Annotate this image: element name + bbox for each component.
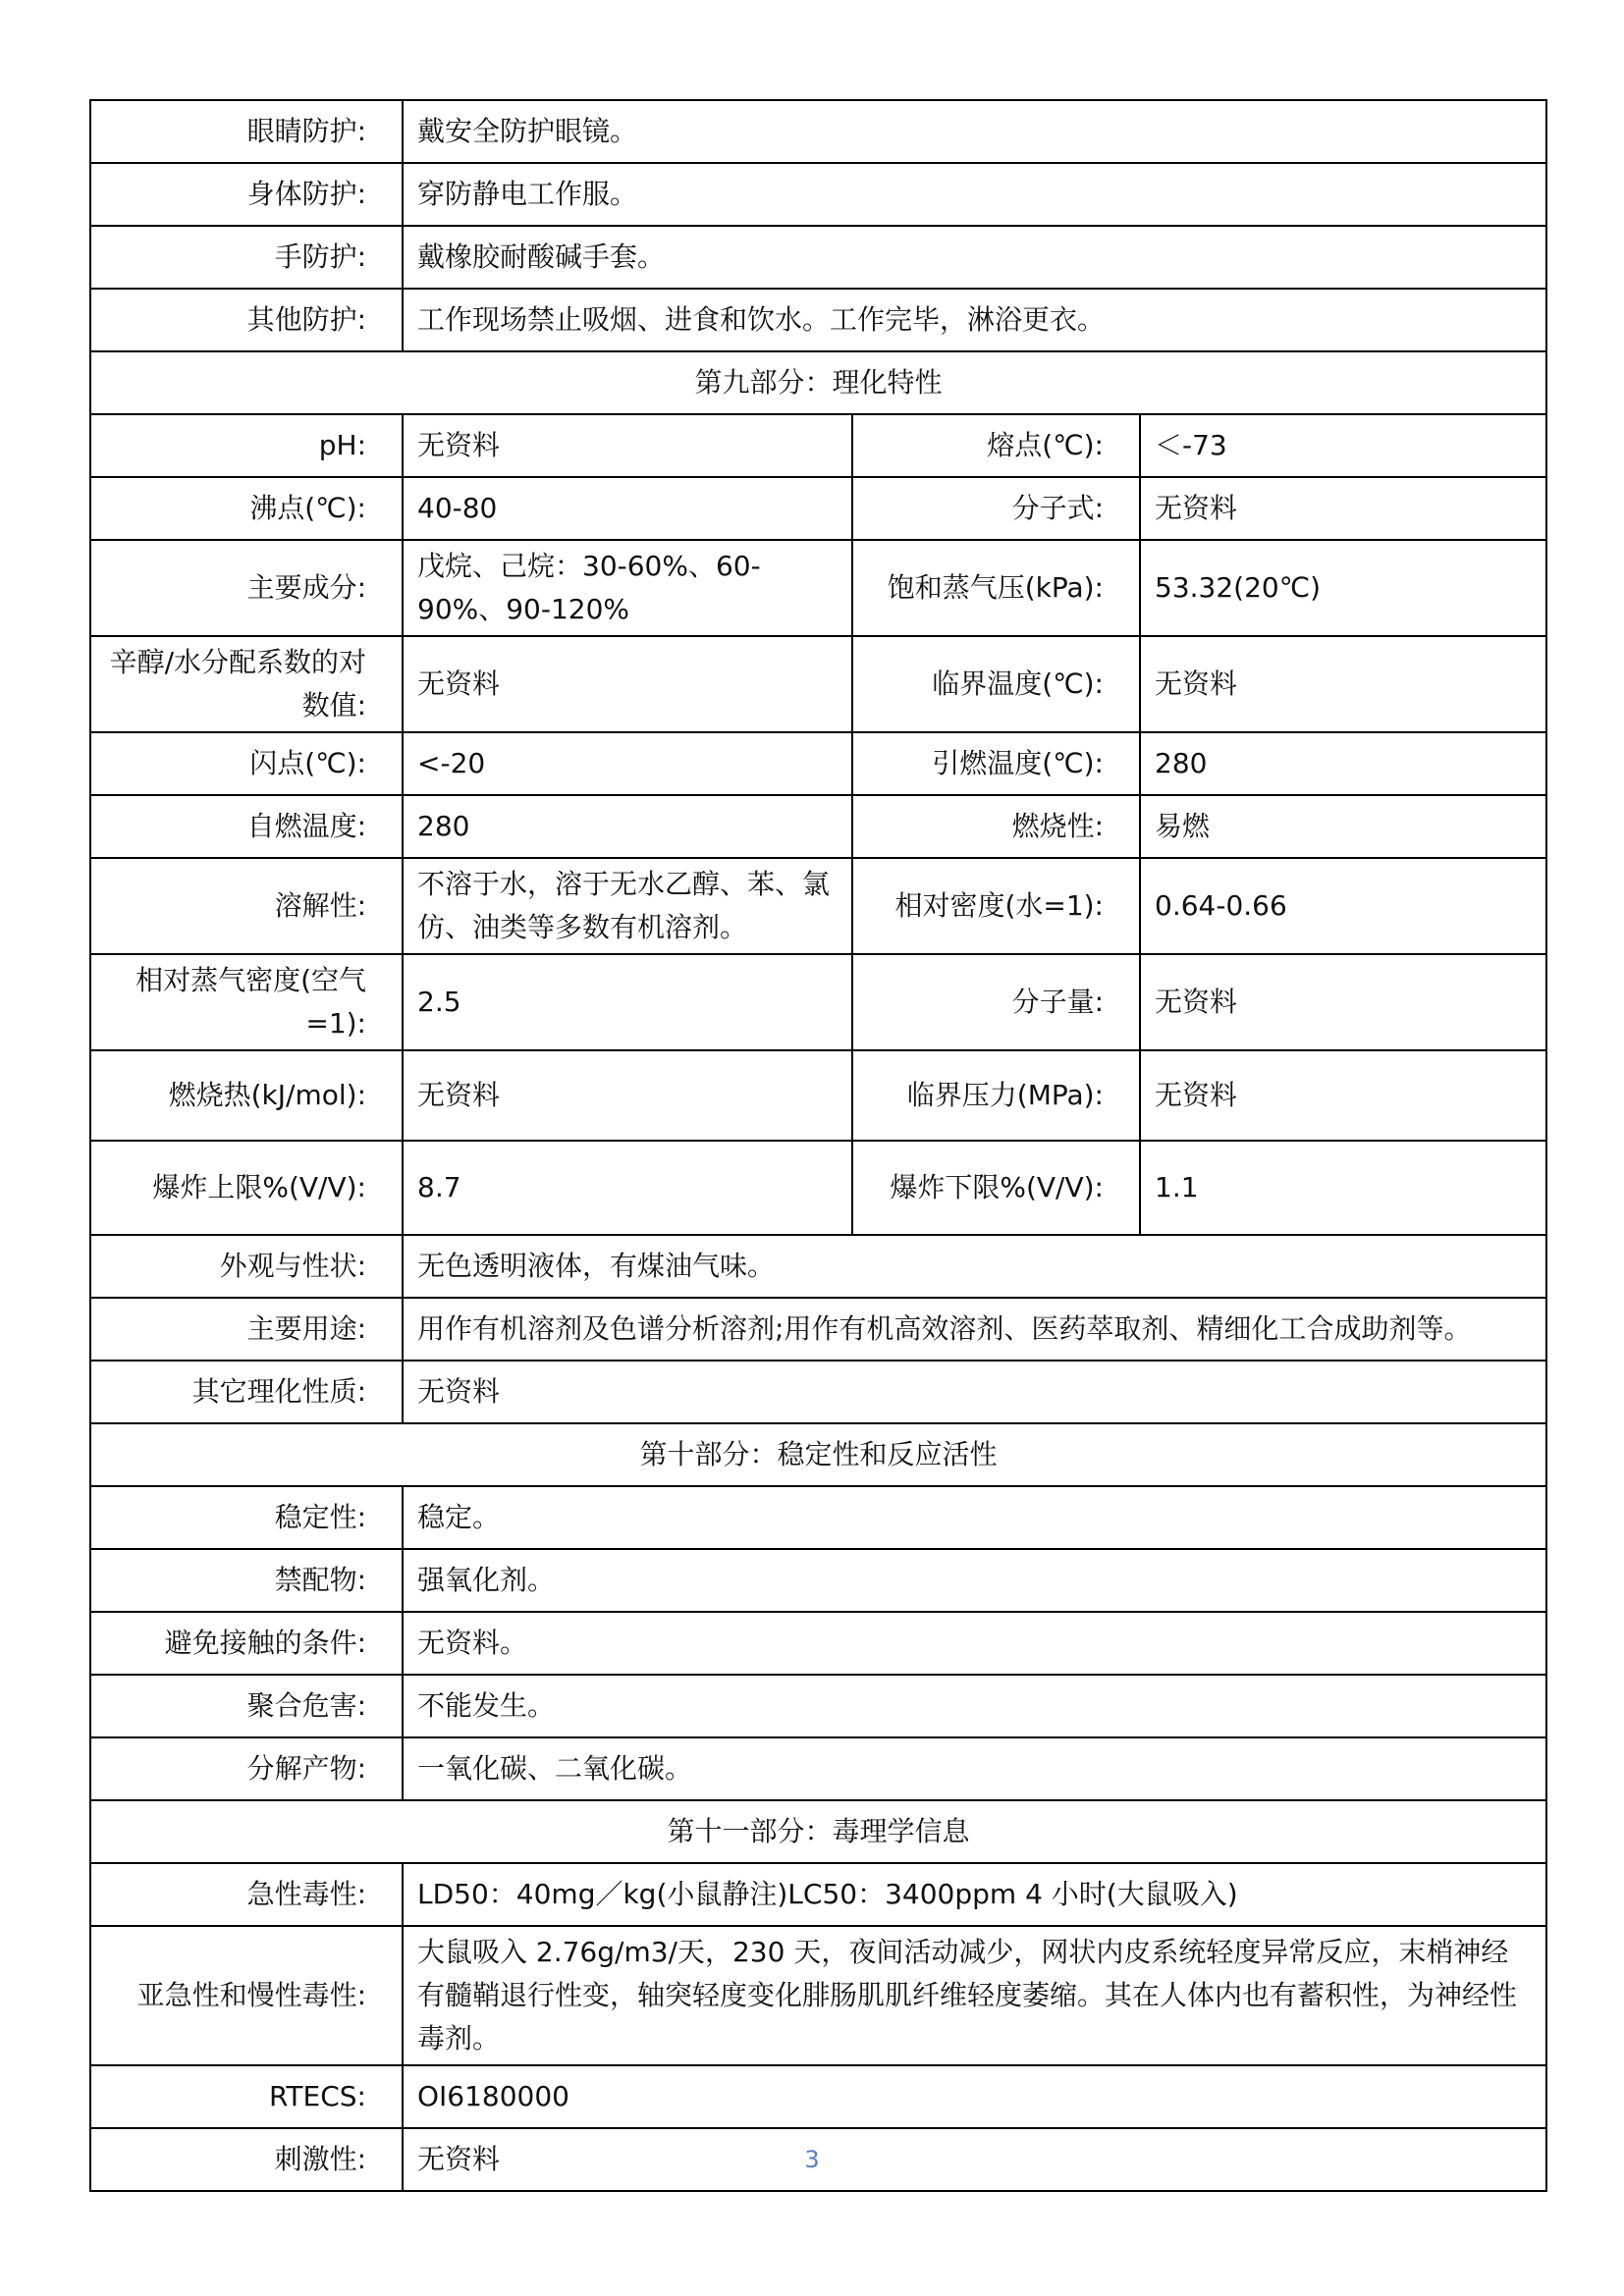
field-value: 无资料 <box>403 414 852 477</box>
field-label: 爆炸上限%(V/V): <box>90 1141 403 1235</box>
field-value: OI6180000 <box>403 2065 1546 2128</box>
field-value: 不能发生。 <box>403 1675 1546 1737</box>
field-label: 其它理化性质: <box>90 1361 403 1423</box>
field-label: 主要用途: <box>90 1298 403 1361</box>
section-header-row <box>90 1800 1546 1863</box>
field-label: 溶解性: <box>90 858 403 954</box>
table-row <box>90 1926 1546 2065</box>
field-label: 分子量: <box>852 954 1140 1050</box>
field-value: 无资料 <box>403 1050 852 1141</box>
field-value: 280 <box>1140 732 1546 795</box>
field-value: 无资料。 <box>403 1612 1546 1675</box>
field-label: 身体防护: <box>90 163 403 226</box>
field-label: 相对密度(水=1): <box>852 858 1140 954</box>
field-value: 无资料 <box>403 636 852 732</box>
field-label: 禁配物: <box>90 1549 403 1612</box>
table-row <box>90 226 1546 289</box>
field-value: 穿防静电工作服。 <box>403 163 1546 226</box>
table-row <box>90 1050 1546 1141</box>
field-value: 无资料 <box>1140 954 1546 1050</box>
field-value: 1.1 <box>1140 1141 1546 1235</box>
field-value: ＜-73 <box>1140 414 1546 477</box>
field-label: 临界压力(MPa): <box>852 1050 1140 1141</box>
table-row <box>90 289 1546 351</box>
table-row <box>90 1298 1546 1361</box>
field-label: 临界温度(℃): <box>852 636 1140 732</box>
section-header-row <box>90 351 1546 414</box>
field-label: 眼睛防护: <box>90 100 403 163</box>
field-label: pH: <box>90 414 403 477</box>
field-label: 避免接触的条件: <box>90 1612 403 1675</box>
table-row <box>90 1235 1546 1298</box>
field-label: 闪点(℃): <box>90 732 403 795</box>
field-value: 无资料 <box>1140 636 1546 732</box>
properties-table <box>89 99 1547 2192</box>
table-row <box>90 2065 1546 2128</box>
field-value: 易燃 <box>1140 795 1546 858</box>
table-row <box>90 1675 1546 1737</box>
field-value: 用作有机溶剂及色谱分析溶剂;用作有机高效溶剂、医药萃取剂、精细化工合成助剂等。 <box>403 1298 1546 1361</box>
table-row <box>90 1141 1546 1235</box>
field-value: 280 <box>403 795 852 858</box>
table-row <box>90 636 1546 732</box>
field-value: 无资料 <box>403 1361 1546 1423</box>
field-label: 稳定性: <box>90 1486 403 1549</box>
field-value: 大鼠吸入 2.76g/m3/天，230 天，夜间活动减少，网状内皮系统轻度异常反应，末梢神经有髓鞘退行性变，轴突轻度变化腓肠肌肌纤维轻度萎缩。其在人体内也有蓄积性，为神经性毒剂。 <box>403 1926 1546 2065</box>
field-value: 无资料 <box>1140 1050 1546 1141</box>
section-header-row <box>90 1423 1546 1486</box>
table-row <box>90 795 1546 858</box>
field-value: 一氧化碳、二氧化碳。 <box>403 1737 1546 1800</box>
table-row <box>90 858 1546 954</box>
field-label: 刺激性: <box>90 2128 403 2191</box>
table-row <box>90 540 1546 636</box>
field-label: 熔点(℃): <box>852 414 1140 477</box>
section-title: 第十一部分：毒理学信息 <box>90 1800 1546 1863</box>
field-label: 聚合危害: <box>90 1675 403 1737</box>
field-label: 自燃温度: <box>90 795 403 858</box>
field-label: 相对蒸气密度(空气=1): <box>90 954 403 1050</box>
field-value: 工作现场禁止吸烟、进食和饮水。工作完毕，淋浴更衣。 <box>403 289 1546 351</box>
field-label: 分解产物: <box>90 1737 403 1800</box>
table-row <box>90 100 1546 163</box>
table-row <box>90 477 1546 540</box>
page-number: 3 <box>804 2146 820 2173</box>
field-value: LD50：40mg／kg(小鼠静注)LC50：3400ppm 4 小时(大鼠吸入) <box>403 1863 1546 1926</box>
field-value: 0.64-0.66 <box>1140 858 1546 954</box>
section-title: 第十部分：稳定性和反应活性 <box>90 1423 1546 1486</box>
field-value: 戴橡胶耐酸碱手套。 <box>403 226 1546 289</box>
field-label: 燃烧性: <box>852 795 1140 858</box>
field-value: 不溶于水，溶于无水乙醇、苯、氯仿、油类等多数有机溶剂。 <box>403 858 852 954</box>
table-row <box>90 1612 1546 1675</box>
field-value: 戊烷、己烷：30-60%、60-90%、90-120% <box>403 540 852 636</box>
table-row <box>90 1737 1546 1800</box>
field-value: 2.5 <box>403 954 852 1050</box>
field-label: 引燃温度(℃): <box>852 732 1140 795</box>
table-row <box>90 1863 1546 1926</box>
field-label: 分子式: <box>852 477 1140 540</box>
field-value: 53.32(20℃) <box>1140 540 1546 636</box>
field-label: 其他防护: <box>90 289 403 351</box>
table-row <box>90 1486 1546 1549</box>
section-title: 第九部分：理化特性 <box>90 351 1546 414</box>
field-value: 无资料 <box>1140 477 1546 540</box>
field-label: 燃烧热(kJ/mol): <box>90 1050 403 1141</box>
field-value: 40-80 <box>403 477 852 540</box>
field-label: 饱和蒸气压(kPa): <box>852 540 1140 636</box>
field-label: 辛醇/水分配系数的对数值: <box>90 636 403 732</box>
table-row <box>90 954 1546 1050</box>
table-row <box>90 1361 1546 1423</box>
table-row <box>90 163 1546 226</box>
field-label: 急性毒性: <box>90 1863 403 1926</box>
field-value: 无色透明液体，有煤油气味。 <box>403 1235 1546 1298</box>
field-value: 稳定。 <box>403 1486 1546 1549</box>
table-row <box>90 1549 1546 1612</box>
field-value: 强氧化剂。 <box>403 1549 1546 1612</box>
field-label: 爆炸下限%(V/V): <box>852 1141 1140 1235</box>
field-label: 亚急性和慢性毒性: <box>90 1926 403 2065</box>
field-label: 手防护: <box>90 226 403 289</box>
table-row <box>90 414 1546 477</box>
field-value: 无资料 <box>403 2128 1546 2191</box>
field-label: 主要成分: <box>90 540 403 636</box>
field-label: 沸点(℃): <box>90 477 403 540</box>
field-value: 戴安全防护眼镜。 <box>403 100 1546 163</box>
field-label: 外观与性状: <box>90 1235 403 1298</box>
table-row <box>90 732 1546 795</box>
field-label: RTECS: <box>90 2065 403 2128</box>
field-value: 8.7 <box>403 1141 852 1235</box>
field-value: <-20 <box>403 732 852 795</box>
